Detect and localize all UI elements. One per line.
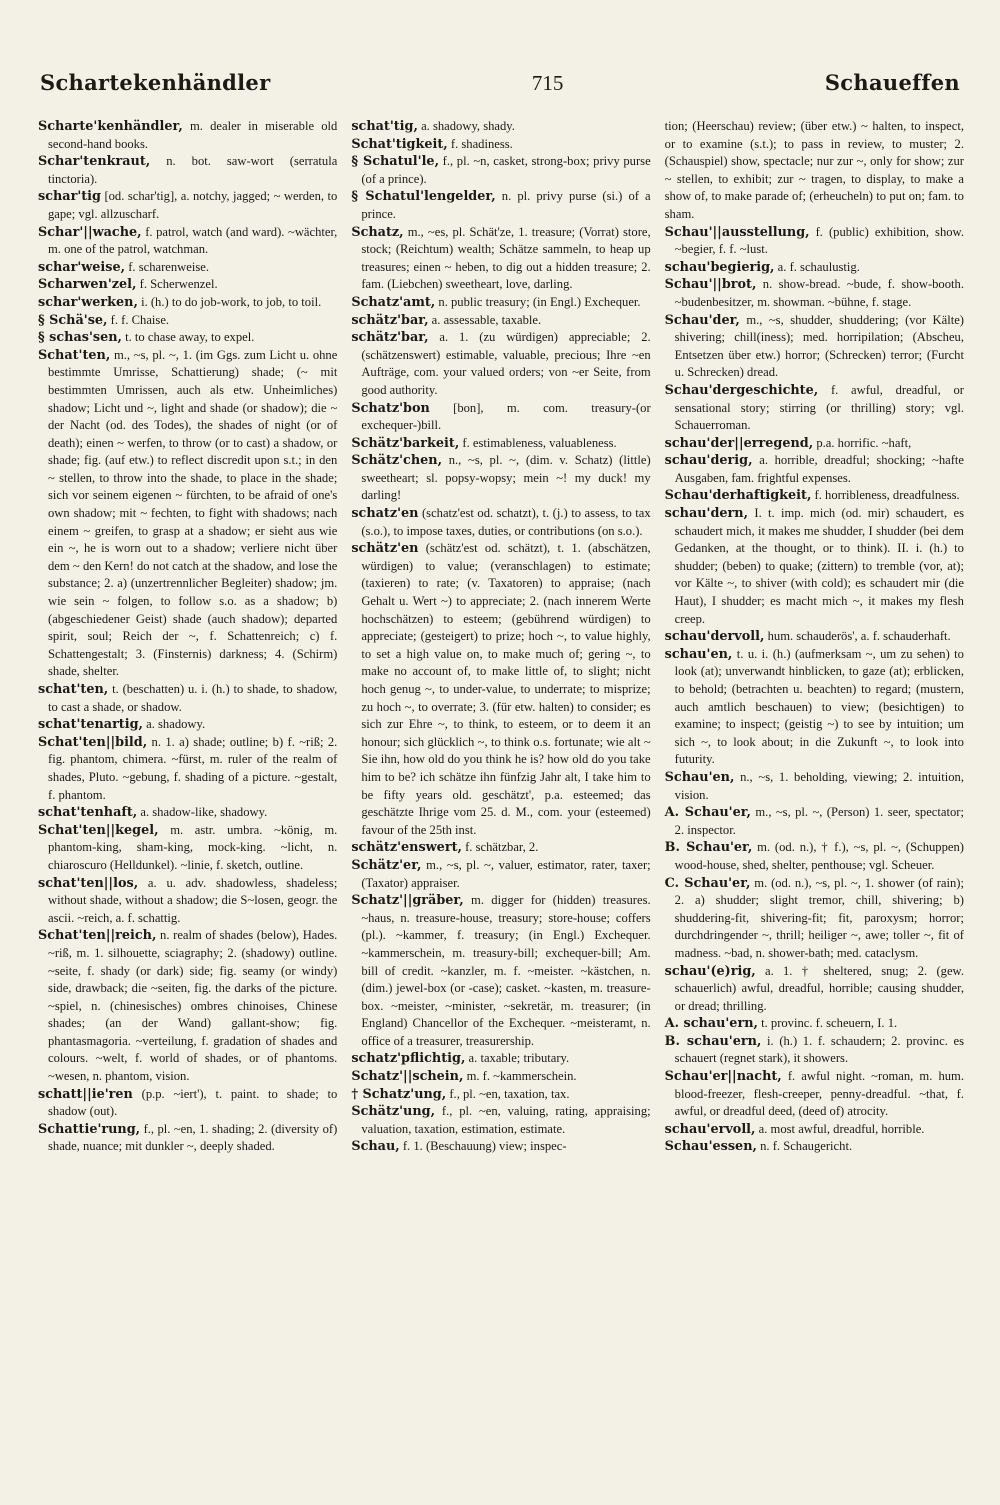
dictionary-entry <box>38 153 337 188</box>
dictionary-entry <box>665 435 964 453</box>
entry-headword: § Schatul'lengelder, <box>351 189 496 205</box>
dictionary-entry <box>665 1068 964 1121</box>
dictionary-entry <box>351 188 650 223</box>
entry-headword: Schat'tigkeit, <box>351 136 448 152</box>
entry-definition: f. scharenweise. <box>125 259 209 274</box>
dictionary-entry <box>351 153 650 188</box>
dictionary-entry <box>351 1050 650 1068</box>
entry-headword: Schätz'barkeit, <box>351 435 460 451</box>
entry-headword: B. Schau'er, <box>664 840 753 856</box>
entry-definition: n. 1. a) shade; outline; b) f. ~riß; 2. fig. phantom, chimera. ~fürst, m. ruler of the realm of shades, Pluto. ~gebung, f. shading of a picture. ~gestalt, f. phantom. <box>48 734 338 802</box>
entry-headword: B. schau'ern, <box>664 1033 762 1049</box>
dictionary-entry <box>665 382 964 435</box>
left-running-headword: Schartekenhändler <box>40 70 271 95</box>
entry-headword: schätz'bar, <box>351 312 429 328</box>
entry-definition: f. schätzbar, 2. <box>461 840 539 855</box>
entry-definition: n. f. Schaugericht. <box>756 1139 853 1154</box>
dictionary-entry <box>38 875 337 928</box>
entry-headword: A. Schau'er, <box>664 805 751 821</box>
right-running-headword: Schaueffen <box>824 70 960 95</box>
dictionary-entry <box>665 963 964 1016</box>
entry-definition: n., ~s, 1. beholding, viewing; 2. intuition, vision. <box>674 769 964 802</box>
dictionary-entry <box>38 716 337 734</box>
entry-headword: Schattie'rung, <box>38 1121 141 1137</box>
dictionary-entry <box>38 927 337 1085</box>
entry-headword: A. schau'ern, <box>664 1016 758 1032</box>
entry-headword: Schatz'||schein, <box>351 1069 464 1085</box>
entry-definition: f. horribleness, dreadfulness. <box>811 488 960 503</box>
entry-headword: Schat'ten||kegel, <box>38 822 159 838</box>
dictionary-entry <box>665 452 964 487</box>
entry-definition: (p.p. ~iert'), t. paint. to shade; to shadow (out). <box>48 1086 338 1119</box>
entry-definition: n. realm of shades (below), Hades. ~riß, m. 1. silhouette, sciagraphy; 2. (shadowy) outline. ~seite, f. shady (or dark) side; fig. seamy (or windy) side, drawback; die ~seiten, fig. the darks of the picture. ~spiel, n. (chinesisches) ombres chinoises, Chinese shades; (an der Wand) gallant-show; fig. phantasmagoria. ~verteilung, f. gradation of shades and colours. ~welt, f. world of shades, or of phantoms. ~wesen, n. phantom, vision. <box>48 928 338 1084</box>
entry-definition: a. taxable; tributary. <box>465 1051 570 1066</box>
entry-headword: Schau'||ausstellung, <box>664 224 810 240</box>
dictionary-entry <box>351 400 650 435</box>
entry-headword: schatz'pflichtig, <box>351 1051 466 1067</box>
entry-headword: Schat'ten||reich, <box>38 928 157 944</box>
entry-definition: (schätz'est od. schätzt), t. 1. (abschätzen, würdigen) to value; (veranschlagen) to estimate; (taxieren) to rate; (v. Taxatoren) to appraise; (nach Gehalt u. Wert ~) to appreciate; 2. (nach innerem Werte hochschätzen) to esteem; (gebührend würdigen) to appreciate; (gesteigert) to prize; hoch ~, to value highly, to set a high value on, to make much of; gering ~, to make no account of, to make little of, to slight; nicht hoch genug ~, to under-value, to underrate; to misprize; zu hoch ~, to overrate; 3. (für etw. halten) to consider; es sich zur Ehre ~, to think, to esteem, or to deem it an honour; sich glücklich ~, to think o.s. fortunate; wie alt ~ Sie ihn, how old do you think he is? how old do you take him to be? ich schätze ihn fünfzig Jahr alt, I take him to be fifty years old. geschätzt', p.a. esteemed; das geschätzte Ihrige vom 25. d. M., com. your (esteemed) favour of the 25th inst. <box>361 541 651 837</box>
entry-headword: Schatz'amt, <box>351 294 436 310</box>
entry-headword: § schas'sen, <box>38 330 122 346</box>
dictionary-entry <box>38 347 337 681</box>
dictionary-entry <box>351 294 650 312</box>
entry-headword: § Schä'se, <box>38 312 108 328</box>
dictionary-entry <box>665 1121 964 1139</box>
entry-definition: t. provinc. f. scheuern, I. 1. <box>757 1016 898 1031</box>
entry-definition: a. assessable, taxable. <box>428 312 542 327</box>
entry-headword: schau'begierig, <box>664 259 775 275</box>
entry-definition: f., pl. ~en, 1. shading; 2. (diversity of) shade, nuance; mit dunkler ~, deeply shaded. <box>48 1121 338 1154</box>
entry-definition: m., ~s, pl. ~, valuer, estimator, rater, taxer; (Taxator) appraiser. <box>361 857 651 890</box>
entry-headword: schau'derig, <box>664 453 753 469</box>
entry-headword: Schat'ten, <box>38 347 111 363</box>
dictionary-entry <box>38 276 337 294</box>
dictionary-entry <box>665 628 964 646</box>
entry-headword: C. Schau'er, <box>664 875 751 891</box>
entry-definition: hum. schauderös', a. f. schauderhaft. <box>764 629 951 644</box>
dictionary-entry <box>665 875 964 963</box>
dictionary-entry <box>665 224 964 259</box>
entry-headword: schau'dern, <box>664 506 749 522</box>
dictionary-entry <box>351 224 650 294</box>
dictionary-entry <box>38 804 337 822</box>
entry-headword: Schar'||wache, <box>38 224 142 240</box>
entry-definition: m. (od. n.), ~s, pl. ~, 1. shower (of rain); 2. a) shudder; slight tremor, chill, shivering; b) shuddering-fit, shivering-fit; fit, paroxysm; horror; durchdringender ~, thrill; heiliger ~, awe; toller ~, fit of madness. ~bad, n. shower-bath; med. cataclysm. <box>674 875 964 960</box>
dictionary-columns <box>38 118 964 1488</box>
entry-headword: schau'(e)rig, <box>664 963 756 979</box>
entry-definition: a. 1. † sheltered, snug; 2. (gew. schauerlich) awful, dreadful, horrible; causing shudder, or dread; thrilling. <box>674 963 964 1013</box>
entry-definition: f. 1. (Beschauung) view; inspec- <box>399 1139 567 1154</box>
entry-headword: Schau'der, <box>664 312 740 328</box>
entry-headword: Scharwen'zel, <box>38 277 137 293</box>
entry-headword: schat'tenhaft, <box>38 805 138 821</box>
entry-definition: f. awful night. ~roman, m. hum. blood-freezer, flesh-creeper, penny-dreadful. ~that, f. awful, or dreadful deed, (deed of) atrocity. <box>674 1069 964 1119</box>
entry-definition: n. bot. saw-wort (serratula tinctoria). <box>48 154 338 186</box>
dictionary-entry <box>38 822 337 875</box>
entry-definition: f. awful, dreadful, or sensational story; stirring (or thrilling) story; vgl. Schauerroman. <box>674 382 964 433</box>
dictionary-entry <box>38 294 337 312</box>
column-left <box>38 118 337 1488</box>
dictionary-entry <box>38 259 337 277</box>
dictionary-entry <box>351 892 650 1050</box>
dictionary-entry <box>665 769 964 804</box>
dictionary-entry <box>351 136 650 154</box>
entry-headword: † Schatz'ung, <box>351 1086 447 1102</box>
entry-headword: Schatz'bon <box>351 400 430 416</box>
dictionary-entry <box>351 839 650 857</box>
entry-headword: Schar'tenkraut, <box>38 154 151 170</box>
dictionary-entry <box>38 118 337 153</box>
entry-definition: t. (beschatten) u. i. (h.) to shade, to shadow, to cast a shade, or shadow. <box>48 682 338 714</box>
page-number: 715 <box>531 71 564 95</box>
entry-definition: a. horrible, dreadful; shocking; ~hafte Ausgaben, fam. frightful expenses. <box>674 453 964 485</box>
entry-headword: schau'dervoll, <box>664 629 765 645</box>
entry-definition: m., ~s, pl. ~, (Person) 1. seer, spectator; 2. inspector. <box>674 805 964 837</box>
dictionary-entry <box>351 1068 650 1086</box>
entry-definition: [od. schar'tig], a. notchy, jagged; ~ werden, to gape; vgl. allzuscharf. <box>48 189 338 221</box>
entry-headword: Schatz, <box>351 224 404 240</box>
entry-definition: a. f. schaulustig. <box>774 259 860 274</box>
entry-definition: m. f. ~kammerschein. <box>463 1069 577 1084</box>
dictionary-entry <box>665 487 964 505</box>
entry-headword: schar'tig <box>38 189 101 205</box>
entry-headword: Schätz'ung, <box>351 1104 436 1120</box>
entry-headword: schau'ervoll, <box>664 1121 756 1137</box>
dictionary-entry <box>665 505 964 628</box>
entry-headword: schatz'en <box>351 506 419 522</box>
entry-headword: Schau'dergeschichte, <box>664 382 819 398</box>
entry-definition: f., pl. ~en, valuing, rating, appraising; valuation, taxation, estimation, estimate. <box>361 1104 651 1136</box>
entry-definition: n. public treasury; (in Engl.) Exchequer. <box>435 294 641 309</box>
entry-definition: m. astr. umbra. ~könig, m. phantom-king, sham-king, mock-king. ~licht, n. chiaroscuro (Helldunkel). ~linie, f. sketch, outline. <box>48 822 338 872</box>
dictionary-entry <box>38 224 337 259</box>
dictionary-entry <box>665 839 964 874</box>
entry-headword: Schau'en, <box>664 769 735 785</box>
dictionary-entry <box>38 1086 337 1121</box>
dictionary-entry <box>351 1103 650 1138</box>
entry-definition: t. to chase away, to expel. <box>121 330 255 345</box>
entry-definition: a. u. adv. shadowless, shadeless; without shade, without a shadow; die S~losen, geogr. the ascii. ~reich, a. f. schattig. <box>48 875 338 925</box>
dictionary-entry <box>351 540 650 839</box>
entry-definition: f., pl. ~n, casket, strong-box; privy purse (of a prince). <box>361 154 651 186</box>
entry-definition: f. estimableness, valuableness. <box>459 435 617 450</box>
dictionary-entry <box>351 118 650 136</box>
entry-headword: schat'tenartig, <box>38 717 143 733</box>
entry-headword: Schau'derhaftigkeit, <box>664 488 812 504</box>
column-middle <box>351 118 650 1488</box>
entry-definition: m. dealer in miserable old second-hand books. <box>48 119 338 151</box>
entry-headword: Schätz'er, <box>351 857 422 873</box>
entry-headword: schau'en, <box>664 646 733 662</box>
dictionary-entry <box>665 1015 964 1033</box>
dictionary-entry <box>38 681 337 716</box>
dictionary-entry <box>665 312 964 382</box>
entry-definition: m., ~es, pl. Schät'ze, 1. treasure; (Vorrat) store, stock; (Reichtum) wealth; Schätze sammeln, to heap up treasures; einen ~ heben, to dig out a hidden treasure; 2. fam. (Liebchen) sweetheart, love, darling. <box>361 224 651 292</box>
dictionary-entry <box>38 188 337 223</box>
entry-headword: Schau'essen, <box>664 1139 757 1155</box>
dictionary-entry <box>351 1138 650 1156</box>
entry-definition: tion; (Heerschau) review; (über etw.) ~ halten, to inspect, or to examine (s.t.); to pass in review, to muster; 2. (Schauspiel) show, spectacle; nur zur ~, only for show; zur ~ stellen, to exhibit; zur ~ tragen, to display, to make a show of, to make parade of; (erheucheln) to put on; fam. to sham. <box>664 119 964 221</box>
entry-headword: Schat'ten||bild, <box>38 734 148 750</box>
dictionary-entry <box>665 646 964 769</box>
entry-definition: a. shadow-like, shadowy. <box>137 805 268 820</box>
entry-definition: m. (od. n.), † f.), ~s, pl. ~, (Schuppen) wood-house, shed, shelter, penthouse; vgl. Scheuer. <box>674 840 964 872</box>
dictionary-entry <box>351 452 650 505</box>
entry-definition: f., pl. ~en, taxation, tax. <box>446 1086 570 1101</box>
entry-headword: Schätz'chen, <box>351 453 443 469</box>
entry-definition: a. shadowy, shady. <box>417 119 515 133</box>
dictionary-entry <box>351 435 650 453</box>
entry-definition: f. (public) exhibition, show. ~begier, f. f. ~lust. <box>674 224 964 257</box>
entry-definition: a. 1. (zu würdigen) appreciable; 2. (schätzenswert) estimable, valuable, precious; Ihre ~en Aufträge, com. your valued orders; von ~er Seite, from good authority. <box>361 330 651 397</box>
entry-headword: schat'ten||los, <box>38 875 139 891</box>
entry-definition: n., ~s, pl. ~, (dim. v. Schatz) (little) sweetheart; sl. popsy-wopsy; mein ~! my duck! my darling! <box>361 453 651 503</box>
entry-headword: schar'werken, <box>38 294 138 310</box>
dictionary-entry <box>351 329 650 399</box>
entry-headword: schätz'en <box>351 541 419 557</box>
column-right <box>665 118 964 1488</box>
dictionary-entry <box>351 1086 650 1104</box>
entry-headword: schätz'bar, <box>351 330 429 346</box>
dictionary-entry <box>665 804 964 839</box>
dictionary-entry <box>665 118 964 224</box>
entry-definition: f. Scherwenzel. <box>136 277 218 292</box>
entry-definition: [bon], m. com. treasury-(or exchequer-)bill. <box>361 400 651 433</box>
entry-definition: m., ~s, pl. ~, 1. (im Ggs. zum Licht u. ohne bestimmte Umrisse, Schattierung) shade; (~ mit bestimmten Umrissen, auch als etw. Unheimliches) shadow; Licht und ~, light and shade (or shadow); die ~ der Nacht (od. des Todes), the shades of night (or of death); einen ~ werfen, to throw (or to cast) a shadow, or shade; fig. (auf etw.) to reflect discredit upon s.t.; in den ~ stellen, to throw into the shade, to place in the shade; sich vor seinem eigenen ~ fürchten, to be afraid of one's own shadow; mit ~ fechten, to fight with shadows; nach einem ~ greifen, to grasp at a shadow; er sieht aus wie ein ~, he is worn out to a shadow; verliere nicht über dem ~ den Kern! do not catch at the shadow, and lose the substance; 2. a) (unzertrennlicher Begleiter) shadow; jm. wie sein ~ folgen, to follow s.o. as a shadow; b) (abgeschiedener Geist) shade (auch shadow); departed spirit, soul; Reich der ~, f. Schattenreich; c) f. Schattengestalt; 3. (Finsternis) darkness; 4. (Schirm) shade, shelter. <box>48 347 338 679</box>
entry-definition: p.a. horrific. ~haft, <box>813 435 912 450</box>
entry-definition: a. most awful, dreadful, horrible. <box>755 1121 925 1136</box>
dictionary-entry <box>665 259 964 277</box>
entry-definition: f. shadiness. <box>447 136 513 151</box>
entry-headword: Schau, <box>351 1139 400 1155</box>
dictionary-entry <box>351 857 650 892</box>
dictionary-entry <box>351 312 650 330</box>
entry-definition: i. (h.) to do job-work, to job, to toil. <box>137 294 322 309</box>
entry-definition: (schatz'est od. schatzt), t. (j.) to assess, to tax (s.o.), to impose taxes, duties, or contributions (on s.o.). <box>361 506 651 538</box>
dictionary-entry <box>665 276 964 311</box>
entry-headword: Schau'er||nacht, <box>664 1069 782 1085</box>
entry-definition: m. digger for (hidden) treasures. ~haus, n. treasure-house, treasury; store-house; coffers (pl.). ~kammer, f. treasury; (in Engl.) Exchequer. ~kammerschein, m. treasury-bill; exchequer-bill; Am. bill of credit. ~kanzler, m. f. ~meister. ~kästchen, n. (dim.) jewel-box (or -case); casket. ~kasten, m. treasure-box. ~meister, ~minister, ~sekretär, m. treasurer; (in England) Chancellor of the Exchequer. ~meisteramt, n. office of a treasurer, treasurership. <box>361 893 651 1048</box>
entry-definition: m., ~s, shudder, shuddering; (vor Kälte) shivering; chill(iness); med. horripilation; (Abscheu, Entsetzen über etw.) horror; (Schrecken) terror; (Furcht u. Schrecken) dread. <box>674 312 964 380</box>
entry-definition: f. patrol, watch (and ward). ~wächter, m. one of the patrol, watchman. <box>48 224 338 257</box>
entry-definition: n. show-bread. ~bude, f. show-booth. ~budenbesitzer, m. showman. ~bühne, f. stage. <box>674 277 964 309</box>
entry-headword: schat'ten, <box>38 682 109 697</box>
dictionary-entry <box>665 1033 964 1068</box>
entry-headword: Schau'||brot, <box>664 277 757 293</box>
dictionary-entry <box>38 312 337 330</box>
entry-headword: Scharte'kenhändler, <box>38 119 183 134</box>
page-header <box>40 70 960 104</box>
entry-headword: schau'der||erregend, <box>664 435 814 451</box>
dictionary-entry <box>38 1121 337 1156</box>
entry-headword: schatt||ie'ren <box>38 1086 133 1102</box>
dictionary-entry <box>351 505 650 540</box>
entry-headword: § Schatul'le, <box>351 154 440 170</box>
entry-definition: I. t. imp. mich (od. mir) schaudert, es schaudert mich, it makes me shudder, I shudder (bei dem Gedanken, at the thought, or to think). II. i. (h.) to shudder; (beben) to quake; (zittern) to tremble (vor, at); vor Kälte ~, to shiver (with cold); es schaudert mir (die Haut), I shudder; es macht mich ~, it makes my flesh creep. <box>674 506 964 626</box>
entry-headword: schätz'enswert, <box>351 840 462 856</box>
entry-headword: Schatz'||gräber, <box>351 893 464 909</box>
dictionary-entry <box>38 734 337 804</box>
entry-definition: a. shadowy. <box>143 717 206 732</box>
entry-definition: t. u. i. (h.) (aufmerksam ~, um zu sehen) to look (at); unverwandt hinblicken, to gaze (at); erblicken, to behold; (betrachten u. beachten) to regard; (mustern, auch amtlich beschauen) to view; (besichtigen) to examine; to inspect; (geistig ~) to see by intuition; um sich ~, to look about; in die Zukunft ~, to look into futurity. <box>674 646 964 767</box>
dictionary-entry <box>665 1138 964 1156</box>
entry-definition: f. f. Chaise. <box>107 312 170 327</box>
dictionary-entry <box>38 329 337 347</box>
entry-definition: n. pl. privy purse (si.) of a prince. <box>361 189 651 221</box>
entry-headword: schar'weise, <box>38 259 126 275</box>
entry-headword: schat'tig, <box>351 119 418 134</box>
entry-definition: i. (h.) 1. f. schaudern; 2. provinc. es schauert (regnet stark), it showers. <box>674 1033 964 1066</box>
